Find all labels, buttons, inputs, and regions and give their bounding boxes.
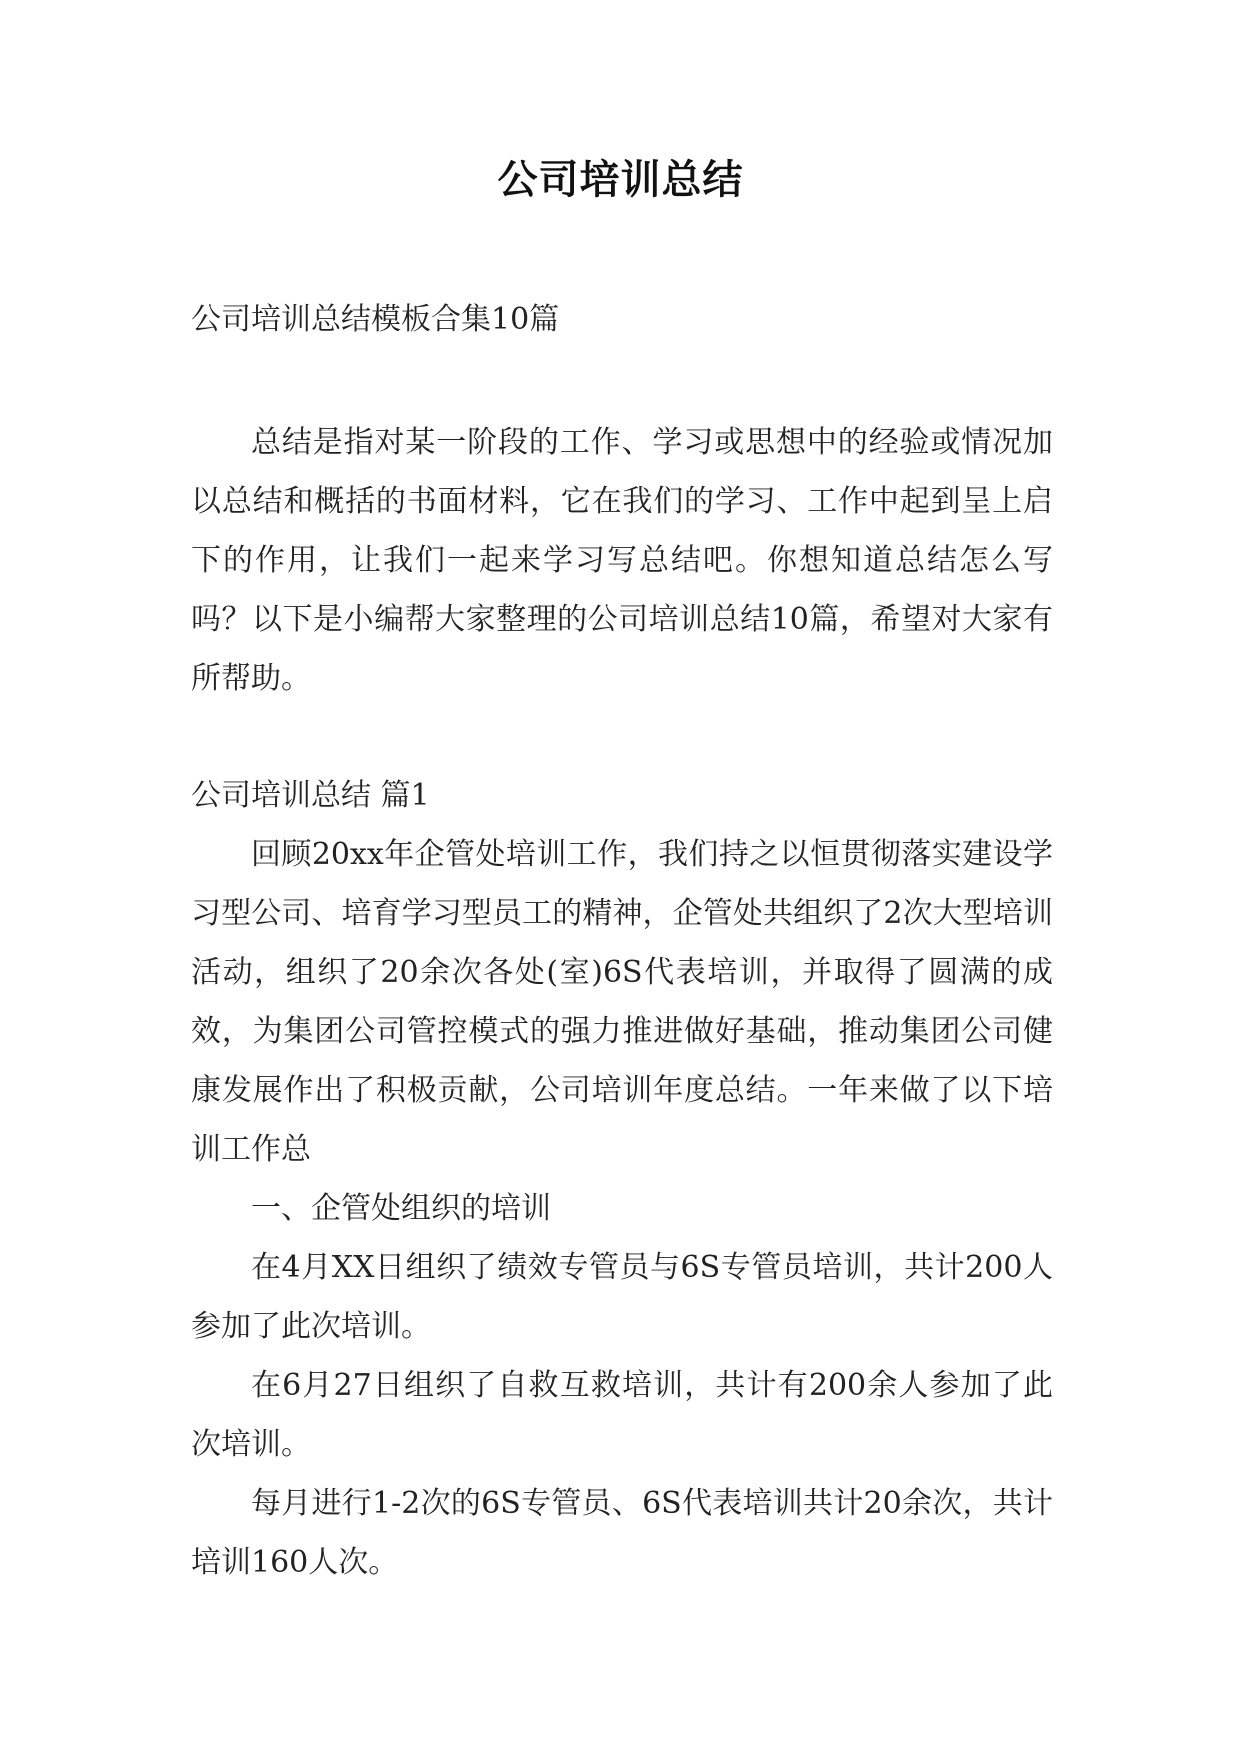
- intro-paragraph: 总结是指对某一阶段的工作、学习或思想中的经验或情况加以总结和概括的书面材料，它在我们的学习、工作中起到呈上启下的作用，让我们一起来学习写总结吧。你想知道总结怎么写吗？以下是小编帮大家整理的公司培训总结10篇，希望对大家有所帮助。: [191, 425, 1053, 696]
- body-paragraph: 每月进行1-2次的6S专管员、6S代表培训共计20余次，共计培训160人次。: [191, 1486, 1053, 1580]
- body-paragraph: 在4月XX日组织了绩效专管员与6S专管员培训，共计200人参加了此次培训。: [191, 1250, 1053, 1344]
- body-paragraph: 回顾20xx年企管处培训工作，我们持之以恒贯彻落实建设学习型公司、培育学习型员工的精神，企管处共组织了2次大型培训活动，组织了20余次各处(室)6S代表培训，并取得了圆满的成效，为集团公司管控模式的强力推进做好基础，推动集团公司健康发展作出了积极贡献，公司培训年度总结。一年来做了以下培训工作总: [191, 837, 1053, 1167]
- document-body: [191, 290, 1053, 1592]
- body-paragraph: 在6月27日组织了自救互救培训，共计有200余人参加了此次培训。: [191, 1368, 1053, 1462]
- document-subtitle: 公司培训总结模板合集10篇: [191, 302, 560, 337]
- page-title: 公司培训总结: [497, 157, 744, 203]
- body-heading: 一、企管处组织的培训: [251, 1191, 551, 1226]
- section-heading: 公司培训总结 篇1: [191, 778, 430, 813]
